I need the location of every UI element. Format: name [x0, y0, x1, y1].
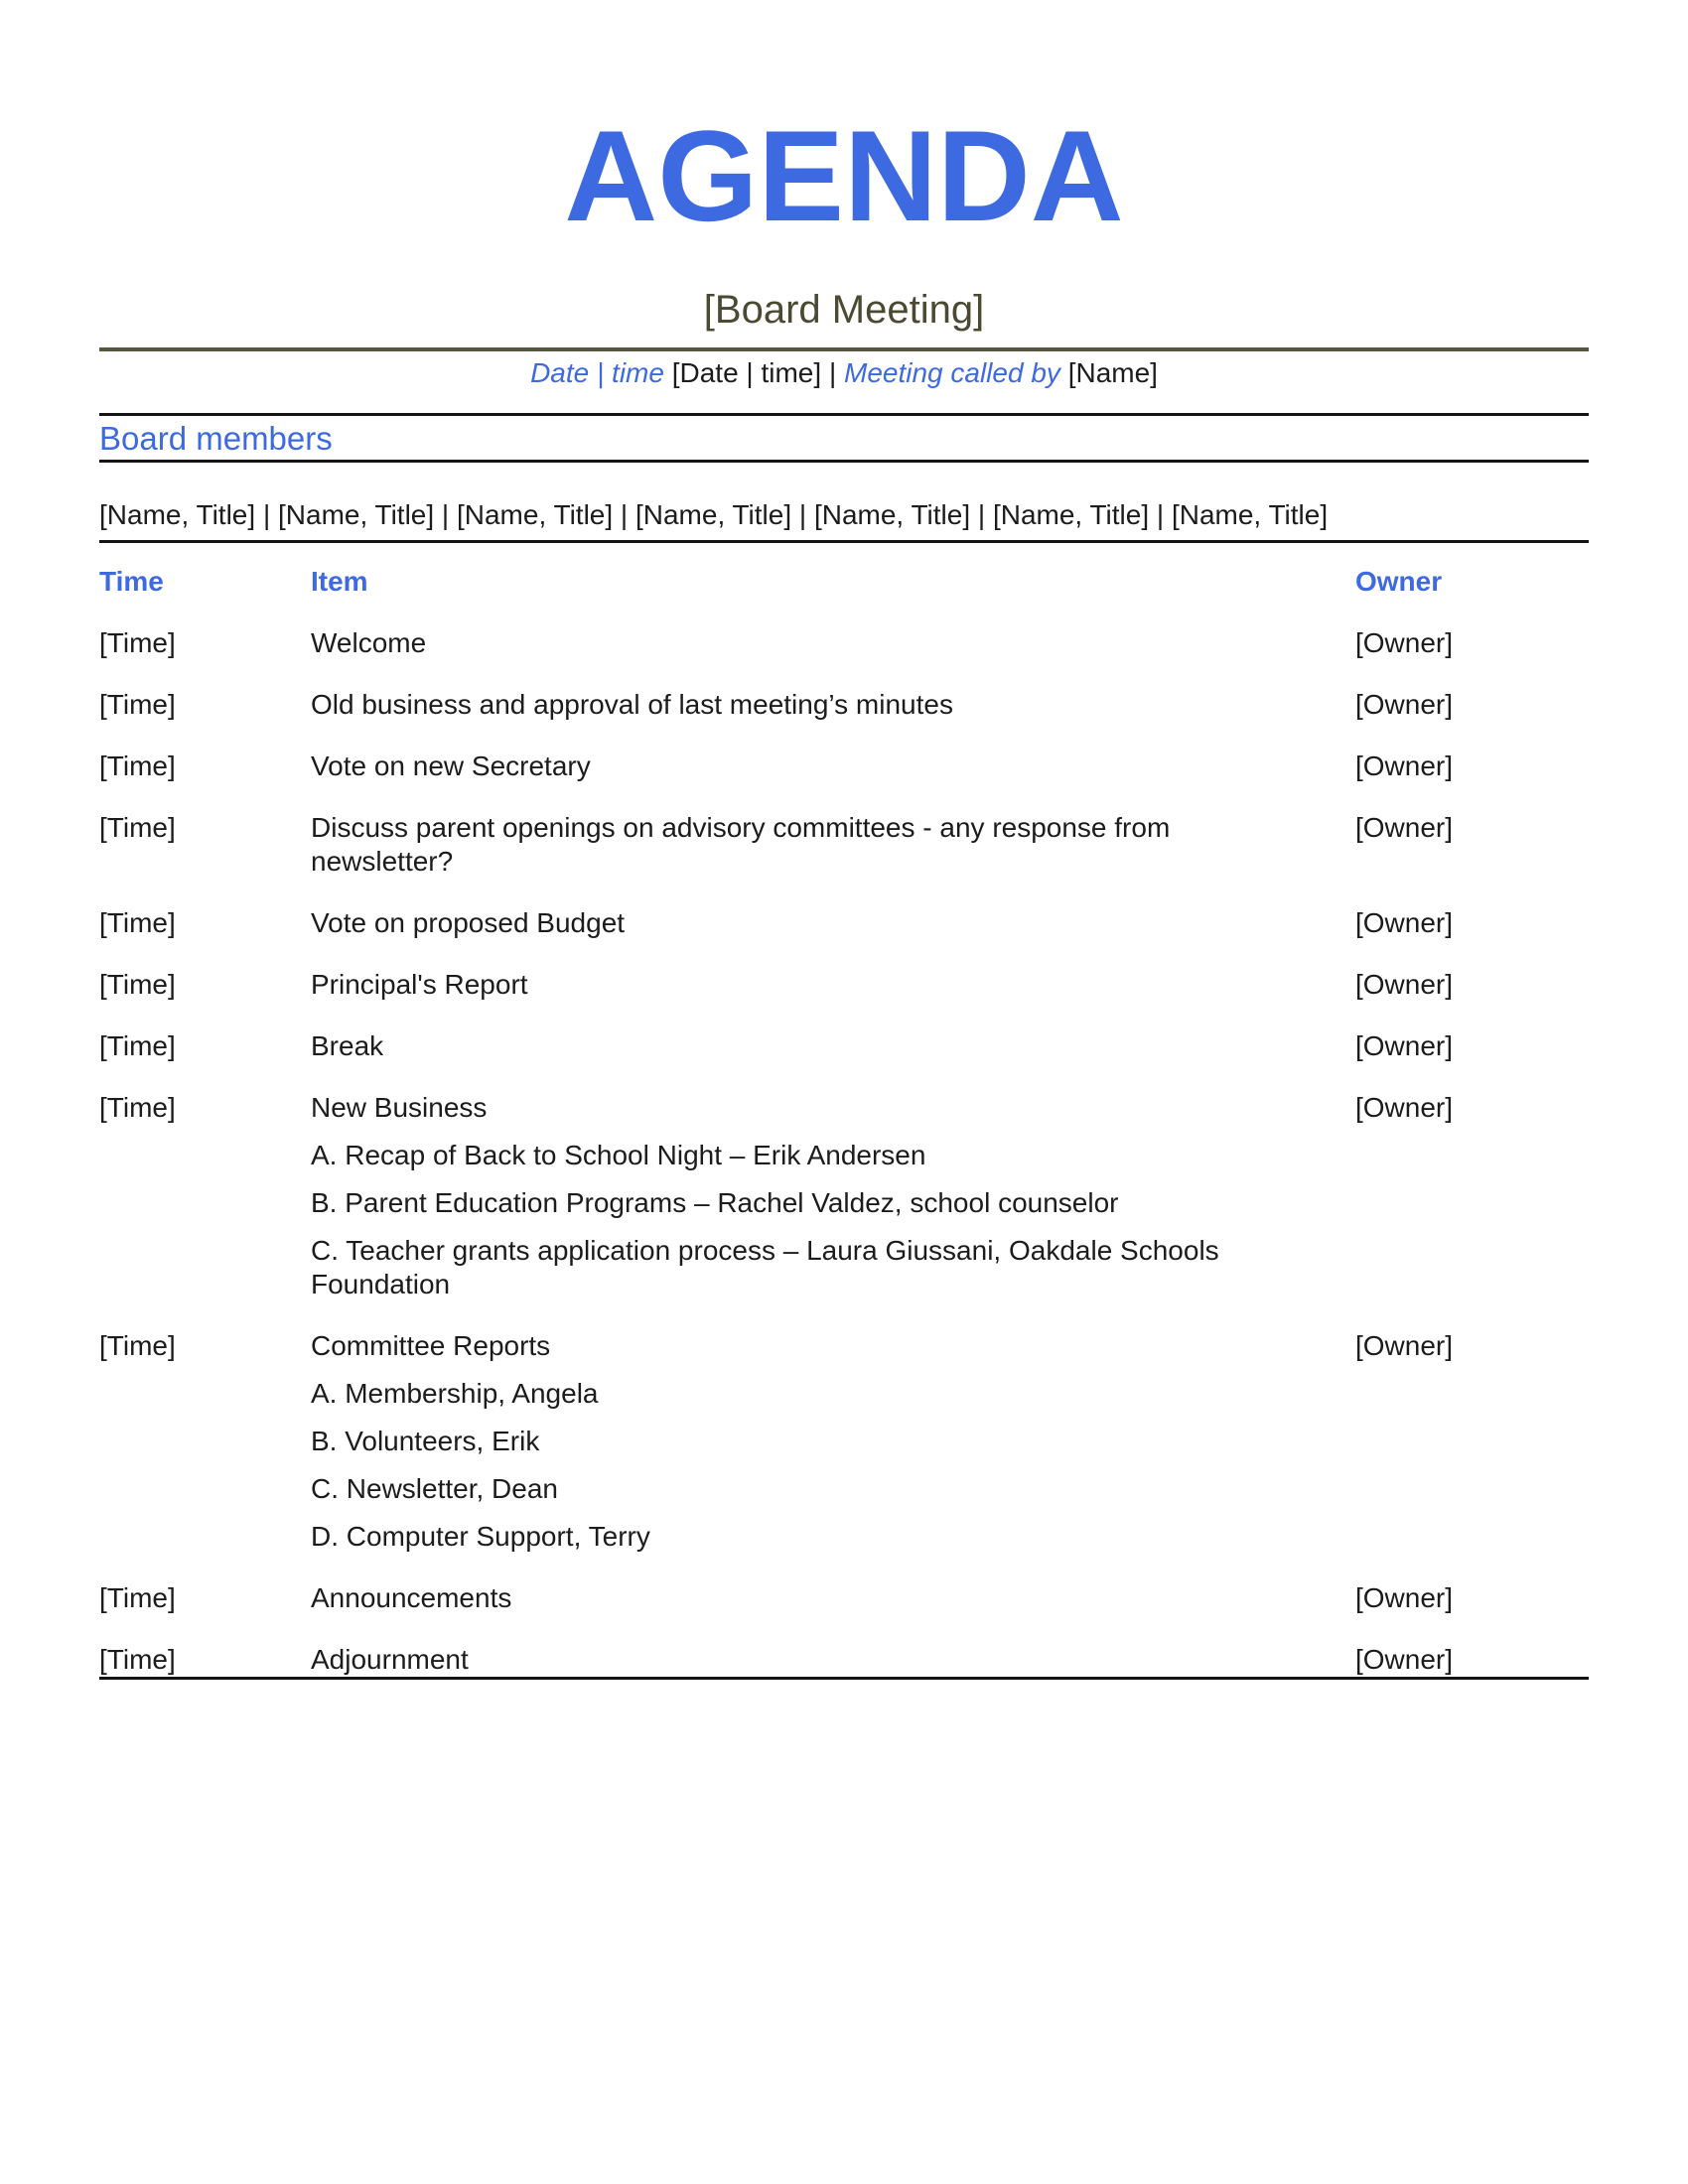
agenda-item-title: Vote on new Secretary	[311, 751, 591, 781]
agenda-item-cell	[311, 750, 1355, 783]
caller-name-placeholder[interactable]: [Name]	[1067, 357, 1158, 388]
agenda-item-title: Old business and approval of last meeting’s minutes	[311, 689, 953, 720]
agenda-owner-placeholder[interactable]: [Owner]	[1355, 627, 1454, 658]
agenda-row	[99, 750, 1589, 783]
agenda-row	[99, 626, 1589, 660]
agenda-item-title: Principal's Report	[311, 969, 528, 1000]
agenda-owner-placeholder[interactable]: [Owner]	[1355, 751, 1454, 781]
board-members-heading-rule	[99, 460, 1589, 463]
agenda-row	[99, 1091, 1589, 1301]
agenda-time-placeholder[interactable]: [Time]	[99, 627, 176, 658]
meta-rule	[99, 413, 1589, 416]
agenda-sub-item: A. Recap of Back to School Night – Erik Andersen	[311, 1140, 926, 1170]
agenda-time-placeholder[interactable]: [Time]	[99, 969, 176, 1000]
agenda-time-placeholder[interactable]: [Time]	[99, 1644, 176, 1675]
agenda-sub-item: B. Parent Education Programs – Rachel Valdez, school counselor	[311, 1187, 1119, 1218]
agenda-row	[99, 688, 1589, 722]
agenda-owner-placeholder[interactable]: [Owner]	[1355, 812, 1454, 843]
agenda-owner-placeholder[interactable]: [Owner]	[1355, 1644, 1454, 1675]
agenda-item-title: Announcements	[311, 1582, 512, 1613]
agenda-owner-placeholder[interactable]: [Owner]	[1355, 969, 1454, 1000]
agenda-item-cell	[311, 1091, 1355, 1301]
agenda-sub-item: D. Computer Support, Terry	[311, 1521, 650, 1552]
agenda-time-placeholder[interactable]: [Time]	[99, 751, 176, 781]
agenda-time-placeholder[interactable]: [Time]	[99, 907, 176, 938]
board-members-names-placeholder[interactable]: [Name, Title] | [Name, Title] | [Name, Title] | [Name, Title] | [Name, Title] | [Name, Title] | [Name, Title]	[99, 499, 1329, 530]
agenda-owner-placeholder[interactable]: [Owner]	[1355, 1030, 1454, 1061]
agenda-sub-item: A. Membership, Angela	[311, 1378, 599, 1409]
agenda-item-cell	[311, 906, 1355, 940]
meeting-called-by-label: Meeting called by	[844, 357, 1060, 388]
agenda-sub-item: C. Newsletter, Dean	[311, 1473, 558, 1504]
agenda-row	[99, 811, 1589, 879]
agenda-row	[99, 1643, 1589, 1677]
date-time-label: Date | time	[530, 357, 664, 388]
agenda-item-title: Adjournment	[311, 1644, 469, 1675]
agenda-item-title: Break	[311, 1030, 384, 1061]
board-members-rule	[99, 540, 1589, 543]
agenda-item-cell	[311, 626, 1355, 660]
agenda-item-cell	[311, 1029, 1355, 1063]
agenda-item-title: Vote on proposed Budget	[311, 907, 626, 938]
agenda-time-placeholder[interactable]: [Time]	[99, 1030, 176, 1061]
agenda-row	[99, 1329, 1589, 1554]
page-title: AGENDA	[564, 103, 1124, 248]
agenda-item-cell	[311, 688, 1355, 722]
agenda-item-cell	[311, 1643, 1355, 1677]
column-header-owner: Owner	[1355, 566, 1443, 597]
meeting-title-placeholder[interactable]: [Board Meeting]	[703, 288, 985, 332]
date-time-placeholder[interactable]: [Date | time]	[671, 357, 822, 388]
agenda-row	[99, 1029, 1589, 1063]
agenda-item-title: Discuss parent openings on advisory committees - any response from newsletter?	[311, 812, 1171, 877]
agenda-item-title: Welcome	[311, 627, 427, 658]
agenda-item-title: Committee Reports	[311, 1330, 551, 1361]
agenda-item-cell	[311, 1581, 1355, 1615]
agenda-sub-item: B. Volunteers, Erik	[311, 1426, 540, 1456]
agenda-sub-item: C. Teacher grants application process – Laura Giussani, Oakdale Schools Foundation	[311, 1235, 1219, 1299]
agenda-item-cell	[311, 968, 1355, 1002]
title-rule	[99, 347, 1589, 351]
agenda-row	[99, 1581, 1589, 1615]
agenda-time-placeholder[interactable]: [Time]	[99, 689, 176, 720]
agenda-owner-placeholder[interactable]: [Owner]	[1355, 1330, 1454, 1361]
agenda-item-cell	[311, 811, 1355, 879]
column-header-time: Time	[99, 566, 164, 597]
agenda-table-body	[99, 626, 1589, 1677]
agenda-item-cell	[311, 1329, 1355, 1554]
final-rule	[99, 1677, 1589, 1680]
agenda-time-placeholder[interactable]: [Time]	[99, 1330, 176, 1361]
meeting-meta-line	[99, 356, 1589, 390]
agenda-owner-placeholder[interactable]: [Owner]	[1355, 689, 1454, 720]
board-members-heading: Board members	[99, 420, 333, 457]
agenda-owner-placeholder[interactable]: [Owner]	[1355, 1582, 1454, 1613]
agenda-time-placeholder[interactable]: [Time]	[99, 1092, 176, 1123]
agenda-owner-placeholder[interactable]: [Owner]	[1355, 1092, 1454, 1123]
agenda-item-title: New Business	[311, 1092, 488, 1123]
agenda-table-header	[99, 565, 1589, 599]
agenda-row	[99, 906, 1589, 940]
meta-separator: |	[828, 357, 837, 388]
agenda-time-placeholder[interactable]: [Time]	[99, 1582, 176, 1613]
agenda-time-placeholder[interactable]: [Time]	[99, 812, 176, 843]
agenda-owner-placeholder[interactable]: [Owner]	[1355, 907, 1454, 938]
agenda-row	[99, 968, 1589, 1002]
column-header-item: Item	[311, 566, 368, 597]
